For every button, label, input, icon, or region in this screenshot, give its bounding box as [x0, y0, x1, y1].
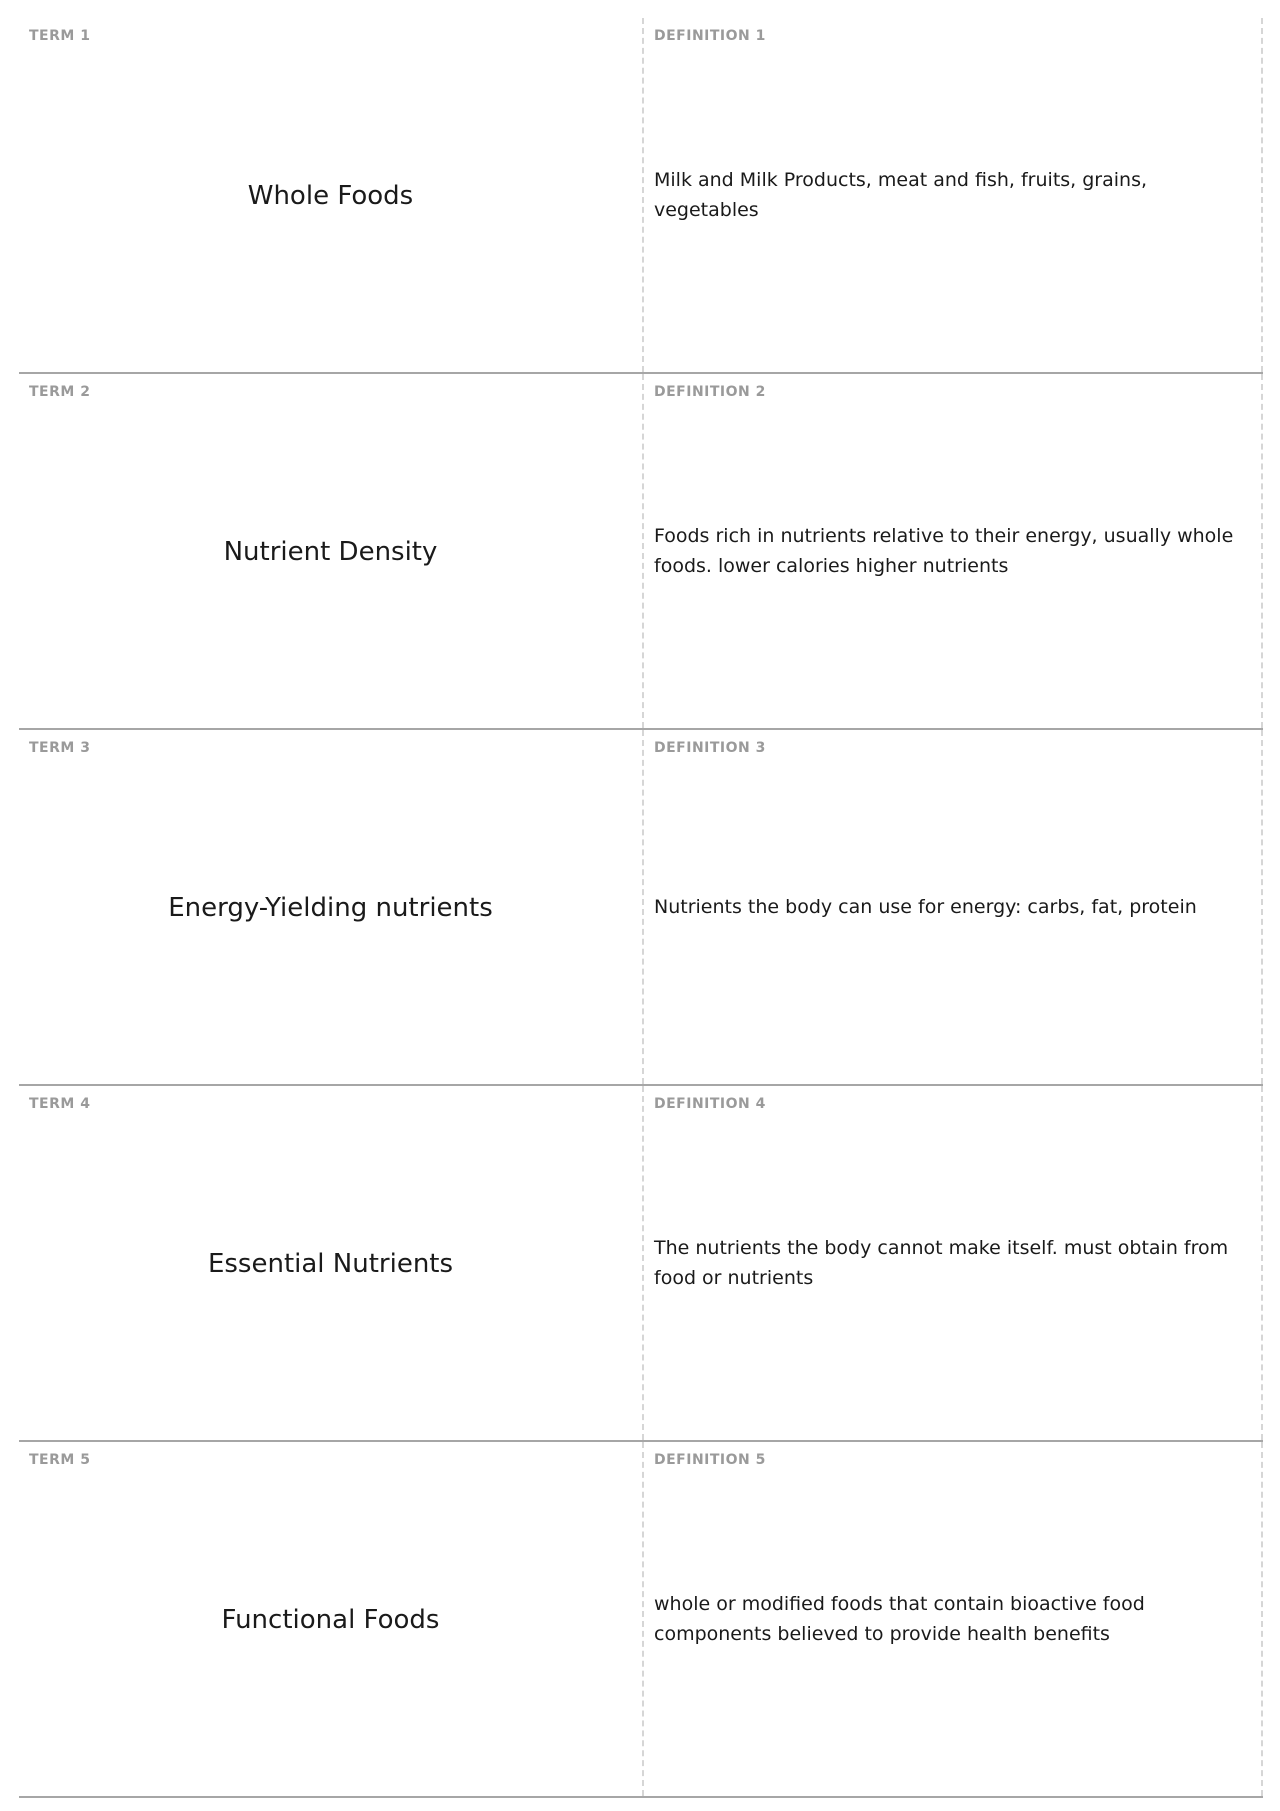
definition-value: whole or modified foods that contain bioactive food components believed to provide health benefits: [654, 1593, 1145, 1645]
definition-value: Nutrients the body can use for energy: carbs, fat, protein: [654, 896, 1197, 918]
card-row: [19, 374, 1263, 730]
term-cell: [19, 730, 642, 1084]
term-text: [19, 18, 642, 372]
definition-text: [654, 1442, 1249, 1796]
term-label: TERM 2: [29, 384, 91, 400]
term-text: [19, 730, 642, 1084]
definition-label: DEFINITION 4: [654, 1096, 766, 1112]
term-cell: [19, 1086, 642, 1440]
definition-label: DEFINITION 5: [654, 1452, 766, 1468]
card-row: [19, 18, 1263, 374]
term-label: TERM 1: [29, 28, 91, 44]
definition-value: The nutrients the body cannot make itself. must obtain from food or nutrients: [654, 1237, 1229, 1289]
term-label: TERM 4: [29, 1096, 91, 1112]
definition-cell: [642, 1442, 1263, 1796]
definition-label: DEFINITION 3: [654, 740, 766, 756]
term-text: [19, 1086, 642, 1440]
term-label: TERM 5: [29, 1452, 91, 1468]
term-label: TERM 3: [29, 740, 91, 756]
definition-text: [654, 730, 1249, 1084]
definition-text: [654, 374, 1249, 728]
term-value: Nutrient Density: [223, 537, 438, 567]
term-cell: [19, 374, 642, 728]
term-cell: [19, 18, 642, 372]
definition-label: DEFINITION 1: [654, 28, 766, 44]
term-value: Functional Foods: [221, 1605, 440, 1635]
card-row: [19, 1442, 1263, 1798]
definition-value: Foods rich in nutrients relative to their energy, usually whole foods. lower calories higher nutrients: [654, 525, 1234, 577]
definition-cell: [642, 1086, 1263, 1440]
definition-text: [654, 1086, 1249, 1440]
definition-label: DEFINITION 2: [654, 384, 766, 400]
definition-cell: [642, 730, 1263, 1084]
card-row: [19, 730, 1263, 1086]
term-text: [19, 1442, 642, 1796]
definition-value: Milk and Milk Products, meat and fish, fruits, grains, vegetables: [654, 169, 1148, 221]
definition-cell: [642, 374, 1263, 728]
term-value: Essential Nutrients: [207, 1249, 454, 1279]
term-cell: [19, 1442, 642, 1796]
flashcard-sheet: [19, 18, 1263, 1798]
term-text: [19, 374, 642, 728]
definition-cell: [642, 18, 1263, 372]
term-value: Whole Foods: [247, 181, 414, 211]
card-row: [19, 1086, 1263, 1442]
term-value: Energy-Yielding nutrients: [168, 893, 493, 923]
definition-text: [654, 18, 1249, 372]
